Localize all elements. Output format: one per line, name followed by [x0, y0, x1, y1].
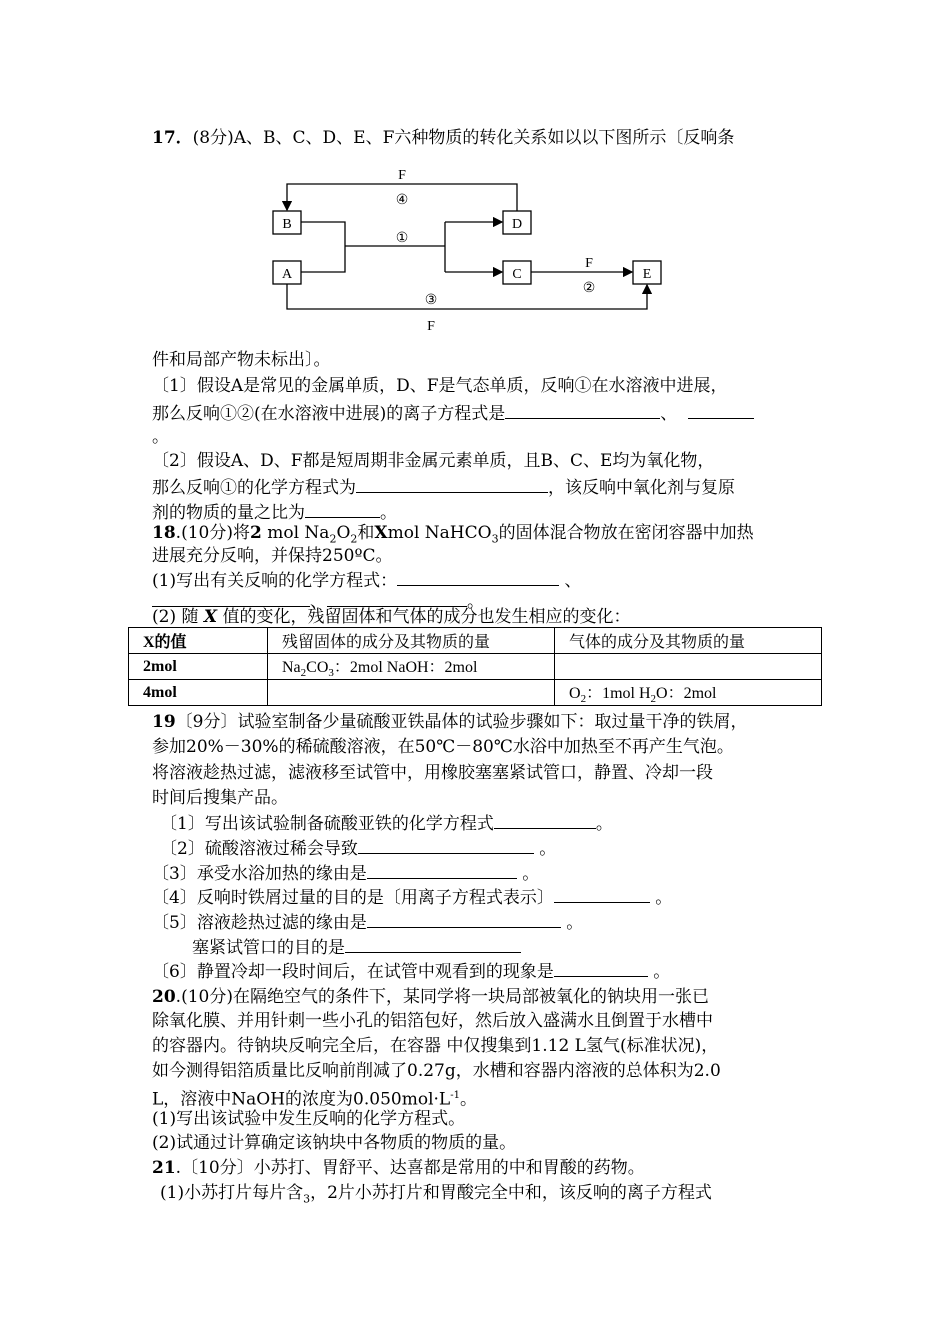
label-b: B: [282, 217, 292, 232]
label-2: ②: [582, 281, 596, 296]
answer-blank[interactable]: [152, 589, 310, 607]
q17-intro-cont: 件和局部产物未标出〕。: [152, 350, 331, 370]
label-c: C: [512, 267, 522, 282]
q18-line1: 18.(10分)将2 mol $Na_2O_2$和Xmol NaHCO$_3$的固体混合物放在密闭容器中加热: [152, 523, 754, 546]
table-cell[interactable]: [555, 654, 822, 680]
q17-intro-text: (8分)A、B、C、D、E、F六种物质的转化关系如以以下图所示〔反响条: [192, 128, 735, 148]
table-cell: 2mol: [129, 654, 268, 680]
q18-p1-cont: 、 。: [152, 589, 484, 613]
q19-l3: 将溶液趁热过滤，滤液移至试管中，用橡胶塞塞紧试管口，静置、冷却一段: [152, 763, 713, 783]
answer-blank[interactable]: [305, 500, 380, 518]
label-3: ③: [424, 293, 438, 308]
q17-intro: 17．(8分)A、B、C、D、E、F六种物质的转化关系如以以下图所示〔反响条: [152, 128, 735, 148]
q20-l7: (2)试通过计算确定该钠块中各物质的物质的量。: [152, 1133, 517, 1153]
q21-l1: 21.〔10分〕小苏打、胃舒平、达喜都是常用的中和胃酸的药物。: [152, 1158, 645, 1178]
table-cell[interactable]: [268, 680, 555, 706]
q19-l1: 19〔9分〕试验室制备少量硫酸亚铁晶体的试验步骤如下：取过量干净的铁屑，: [152, 712, 748, 732]
q17-p2-b: 那么反响①的化学方程式为 ，该反响中氧化剂与复原: [152, 475, 735, 499]
q19-s5b: 塞紧试管口的目的是: [192, 935, 521, 959]
table-row: [129, 680, 822, 706]
table-header-row: [129, 628, 822, 654]
label-f-top: F: [398, 168, 406, 183]
q20-l1: 20.(10分)在隔绝空气的条件下，某同学将一块局部被氧化的钠块用一张已: [152, 987, 709, 1007]
answer-blank[interactable]: [397, 568, 559, 586]
label-f-bottom: F: [427, 319, 435, 334]
q19-l4: 时间后搜集产品。: [152, 788, 288, 808]
q18-table: [128, 627, 822, 706]
q19-s2: 〔2〕硫酸溶液过稀会导致 。: [160, 836, 556, 860]
label-1: ①: [395, 231, 409, 246]
answer-blank[interactable]: [494, 811, 596, 829]
table-cell: $O_2$：1mol $H_2O$：2mol: [555, 680, 822, 706]
table-header: 残留固体的成分及其物质的量: [268, 628, 555, 654]
answer-blank[interactable]: [358, 836, 534, 854]
answer-blank[interactable]: [505, 401, 660, 419]
q19-s1: 〔1〕写出该试验制备硫酸亚铁的化学方程式 。: [160, 811, 613, 835]
q20-l5: L，溶液中NaOH的浓度为$0.050mol\cdot L^{-1}$。: [152, 1089, 477, 1110]
q19-l2: 参加20%－30%的稀硫酸溶液，在50℃－80℃水浴中加热至不再产生气泡。: [152, 737, 734, 757]
q18-number: 18: [152, 523, 176, 543]
answer-blank[interactable]: [327, 589, 467, 607]
label-f-mid: F: [585, 256, 593, 271]
answer-blank[interactable]: [554, 885, 650, 903]
q17-p2-a: 〔2〕假设A、D、F都是短周期非金属元素单质，且B、C、E均为氧化物，: [152, 451, 715, 471]
label-d: D: [511, 217, 523, 232]
q18-p2: (2) 随 X 值的变化，残留固体和气体的成分也发生相应的变化：: [152, 607, 631, 627]
q21-number: 21: [152, 1158, 176, 1178]
bracket-left: [301, 222, 345, 272]
q17-p1-a: 〔1〕假设A是常见的金属单质，D、F是气态单质，反响①在水溶液中进展，: [152, 376, 728, 396]
table-cell: $Na_2CO_3$：2mol NaOH：2mol: [268, 654, 555, 680]
q20-l2: 除氧化膜、并用针刺一些小孔的铝箔包好，然后放入盛满水且倒置于水槽中: [152, 1011, 713, 1031]
label-a: A: [281, 267, 293, 282]
q19-s4: 〔4〕反响时铁屑过量的目的是〔用离子方程式表示〕 。: [152, 885, 672, 909]
q20-l4: 如今测得铝箔质量比反响前削减了0.27g，水槽和容器内溶液的总体积为2.0: [152, 1061, 721, 1081]
q17-p1-c: 。: [152, 427, 169, 447]
label-4: ④: [395, 193, 409, 208]
q21-l2: (1)小苏打片每片含$_3$，2片小苏打片和胃酸完全中和，该反响的离子方程式: [160, 1183, 712, 1206]
label-e: E: [642, 267, 652, 282]
q19-s5: 〔5〕溶液趁热过滤的缘由是 。: [152, 910, 583, 934]
q19-number: 19: [152, 712, 176, 732]
table-cell: 4mol: [129, 680, 268, 706]
answer-blank[interactable]: [367, 910, 561, 928]
q19-s6: 〔6〕静置冷却一段时间后，在试管中观看到的现象是 。: [152, 959, 670, 983]
q17-p2-c: 剂的物质的量之比为 。: [152, 500, 397, 524]
answer-blank[interactable]: [688, 401, 754, 419]
q18-line2: 进展充分反响，并保持250ºC。: [152, 546, 393, 566]
q20-number: 20: [152, 987, 176, 1007]
q17-p1-b: 那么反响①②(在水溶液中进展)的离子方程式是 、: [152, 401, 754, 425]
q17-number: 17: [152, 128, 176, 148]
q20-l6: (1)写出该试验中发生反响的化学方程式。: [152, 1109, 466, 1129]
answer-blank[interactable]: [356, 475, 548, 493]
q20-l3: 的容器内。待钠块反响完全后，在容器 中仅搜集到1.12 L氢气(标准状况)，: [152, 1036, 719, 1056]
answer-blank[interactable]: [345, 935, 521, 953]
table-row: [129, 654, 822, 680]
conversion-diagram: [265, 160, 675, 340]
answer-blank[interactable]: [554, 959, 648, 977]
q19-s3: 〔3〕承受水浴加热的缘由是 。: [152, 861, 539, 885]
answer-blank[interactable]: [367, 861, 517, 879]
table-header: X的值: [129, 628, 268, 654]
table-header: 气体的成分及其物质的量: [555, 628, 822, 654]
q18-p1: (1)写出有关反响的化学方程式： 、: [152, 568, 582, 592]
